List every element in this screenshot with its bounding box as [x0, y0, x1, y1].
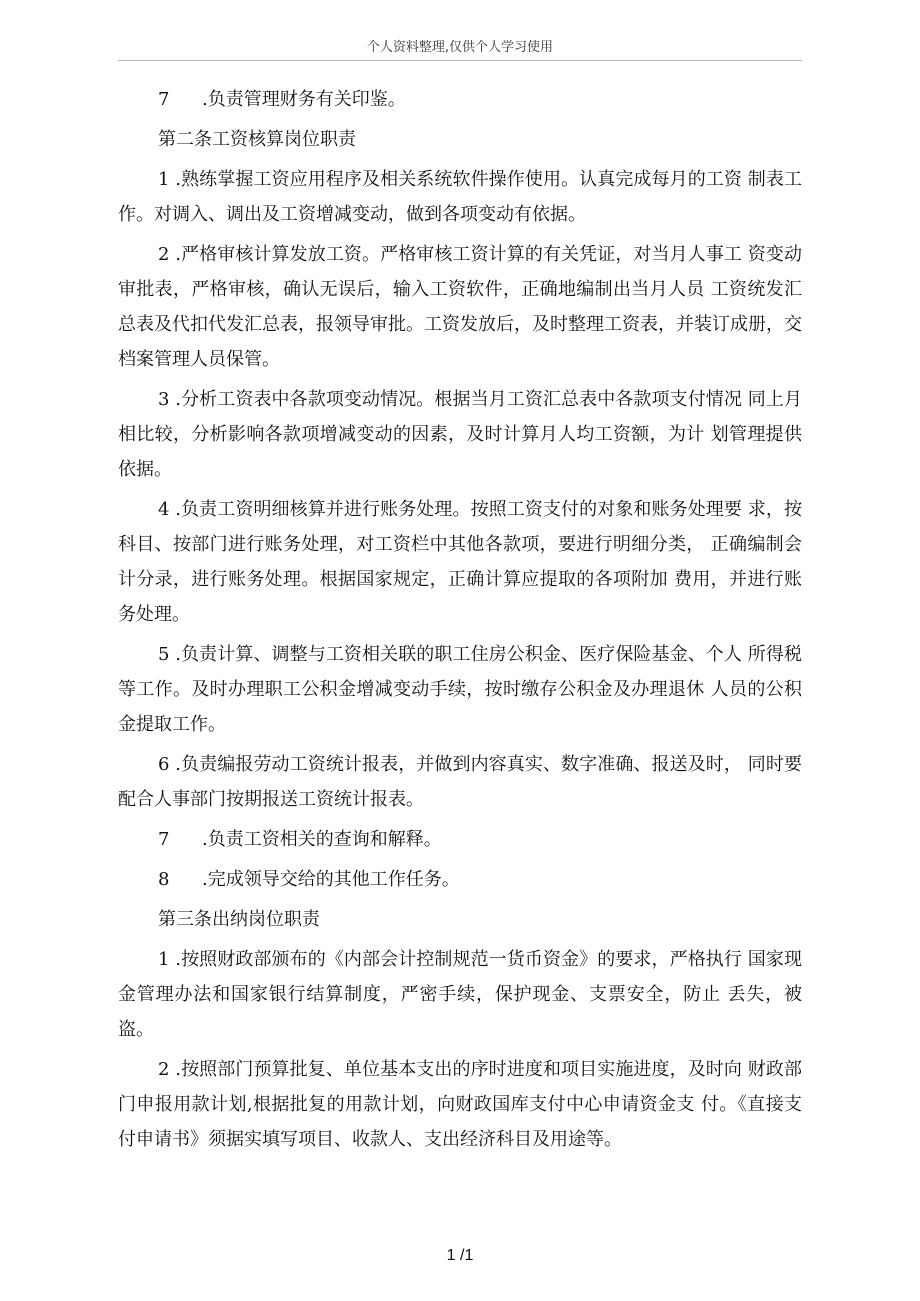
- section-heading: [118, 122, 802, 157]
- item-number: 7: [158, 89, 170, 110]
- page-header: 个人资料整理,仅供个人学习使用: [366, 40, 554, 55]
- paragraph-text: 第二条工资核算岗位职责: [158, 129, 356, 150]
- paragraph-text: 第三条出纳岗位职责: [158, 909, 320, 930]
- paragraph-text: 5 .负责计算、调整与工资相关联的职工住房公积金、医疗保险基金、个人 所得税等工作。及时办理职工公积金增减变动手续，按时缴存公积金及办理退休 人员的公积金提取工作。: [118, 644, 802, 735]
- paragraph: [118, 942, 802, 1047]
- paragraph: [118, 382, 802, 487]
- paragraph-text: .完成领导交给的其他工作任务。: [202, 869, 460, 890]
- paragraph-text: .负责管理财务有关印鉴。: [202, 89, 406, 110]
- paragraph: [118, 1052, 802, 1157]
- paragraph-text: 6 .负责编报劳动工资统计报表，并做到内容真实、数字准确、报送及时， 同时要配合人事部门按期报送工资统计报表。: [118, 754, 802, 810]
- paragraph: [118, 637, 802, 742]
- paragraph: [118, 862, 802, 897]
- item-number: 8: [158, 869, 170, 890]
- paragraph-text: 2 .按照部门预算批复、单位基本支出的序时进度和项目实施进度，及时向 财政部门申报用款计划,根据批复的用款计划，向财政国库支付中心申请资金支 付。《直接支付申请书》须据实填写项目、收款人、支出经济科目及用途等。: [118, 1059, 802, 1150]
- paragraph-text: 1 .按照财政部颁布的《内部会计控制规范一货币资金》的要求，严格执行 国家现金管理办法和国家银行结算制度，严密手续，保护现金、支票安全，防止 丢失，被盗。: [118, 949, 802, 1040]
- paragraph-text: 4 .负责工资明细核算并进行账务处理。按照工资支付的对象和账务处理要 求，按科目、按部门进行账务处理，对工资栏中其他各款项，要进行明细分类， 正确编制会计分录，进行账务处理。根据国家规定，正确计算应提取的各项附加 费用，并进行账务处理。: [118, 499, 802, 625]
- header-divider: [118, 60, 802, 61]
- section-heading: [118, 902, 802, 937]
- paragraph: [118, 237, 802, 377]
- paragraph-text: 3 .分析工资表中各款项变动情况。根据当月工资汇总表中各款项支付情况 同上月相比较，分析影响各款项增减变动的因素，及时计算月人均工资额，为计 划管理提供依据。: [118, 389, 802, 480]
- document-body: [118, 82, 802, 1162]
- page-number: 1 /1: [446, 1247, 474, 1264]
- paragraph: [118, 82, 802, 117]
- paragraph-text: 1 .熟练掌握工资应用程序及相关系统软件操作使用。认真完成每月的工资 制表工作。对调入、调出及工资增减变动，做到各项变动有依据。: [118, 169, 802, 225]
- paragraph: [118, 747, 802, 817]
- paragraph: [118, 162, 802, 232]
- paragraph-text: 2 .严格审核计算发放工资。严格审核工资计算的有关凭证，对当月人事工 资变动审批表，严格审核，确认无误后，输入工资软件，正确地编制出当月人员 工资统发汇总表及代扣代发汇总表，报领导审批。工资发放后，及时整理工资表，并装订成册，交档案管理人员保管。: [118, 244, 802, 370]
- paragraph-text: .负责工资相关的查询和解释。: [202, 829, 442, 850]
- item-number: 7: [158, 829, 170, 850]
- paragraph: [118, 492, 802, 632]
- paragraph: [118, 822, 802, 857]
